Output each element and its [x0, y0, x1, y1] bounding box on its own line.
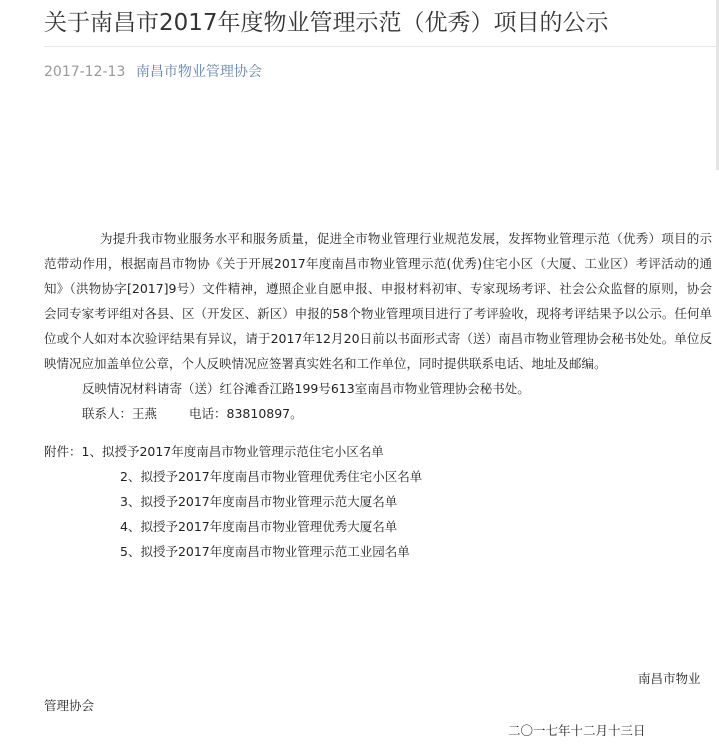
contact-phone: 电话：83810897。	[189, 406, 303, 421]
author-link[interactable]: 南昌市物业管理协会	[135, 64, 262, 80]
signature-date: 二〇一七年十二月十三日	[508, 723, 646, 738]
contact-line	[44, 401, 712, 426]
signature-org-part1: 南昌市物业	[638, 671, 701, 686]
attachment-item-2: 2、拟授予2017年度南昌市物业管理优秀住宅小区名单	[120, 469, 423, 484]
article-meta	[44, 60, 262, 84]
article-body	[44, 226, 712, 564]
contact-person: 联系人：王燕	[82, 406, 158, 421]
title-divider	[44, 46, 719, 47]
signature-org-part2: 管理协会	[44, 698, 95, 713]
attachment-item-3: 3、拟授予2017年度南昌市物业管理示范大厦名单	[120, 494, 398, 509]
attachment-item-1: 附件：1、拟授予2017年度南昌市物业管理示范住宅小区名单	[44, 444, 384, 459]
article-title: 关于南昌市2017年度物业管理示范（优秀）项目的公示	[44, 10, 609, 36]
main-paragraph: 为提升我市物业服务水平和服务质量，促进全市物业管理行业规范发展，发挥物业管理示范（优秀）项目的示范带动作用，根据南昌市物协《关于开展2017年度南昌市物业管理示范(优秀)住宅小区（大厦、工业区）考评活动的通知》（洪物协字[2017]9号）文件精神，遵照企业自愿申报、申报材料初审、专家现场考评、社会公众监督的原则，协会会同专家考评组对各县、区（开发区、新区）申报的58个物业管理项目进行了考评验收，现将考评结果予以公示。任何单位或个人如对本次验评结果有异议，请于2017年12月20日前以书面形式寄（送）南昌市物业管理协会秘书处处。单位反映情况应加盖单位公章，个人反映情况应签署真实姓名和工作单位，同时提供联系电话、地址及邮编。	[44, 231, 712, 371]
mail-address-line: 反映情况材料请寄（送）红谷滩香江路199号613室南昌市物业管理协会秘书处。	[82, 381, 530, 396]
attachment-item-4: 4、拟授予2017年度南昌市物业管理优秀大厦名单	[120, 519, 398, 534]
attachment-item-5: 5、拟授予2017年度南昌市物业管理示范工业园名单	[120, 544, 410, 559]
publish-date: 2017-12-13	[44, 64, 126, 80]
